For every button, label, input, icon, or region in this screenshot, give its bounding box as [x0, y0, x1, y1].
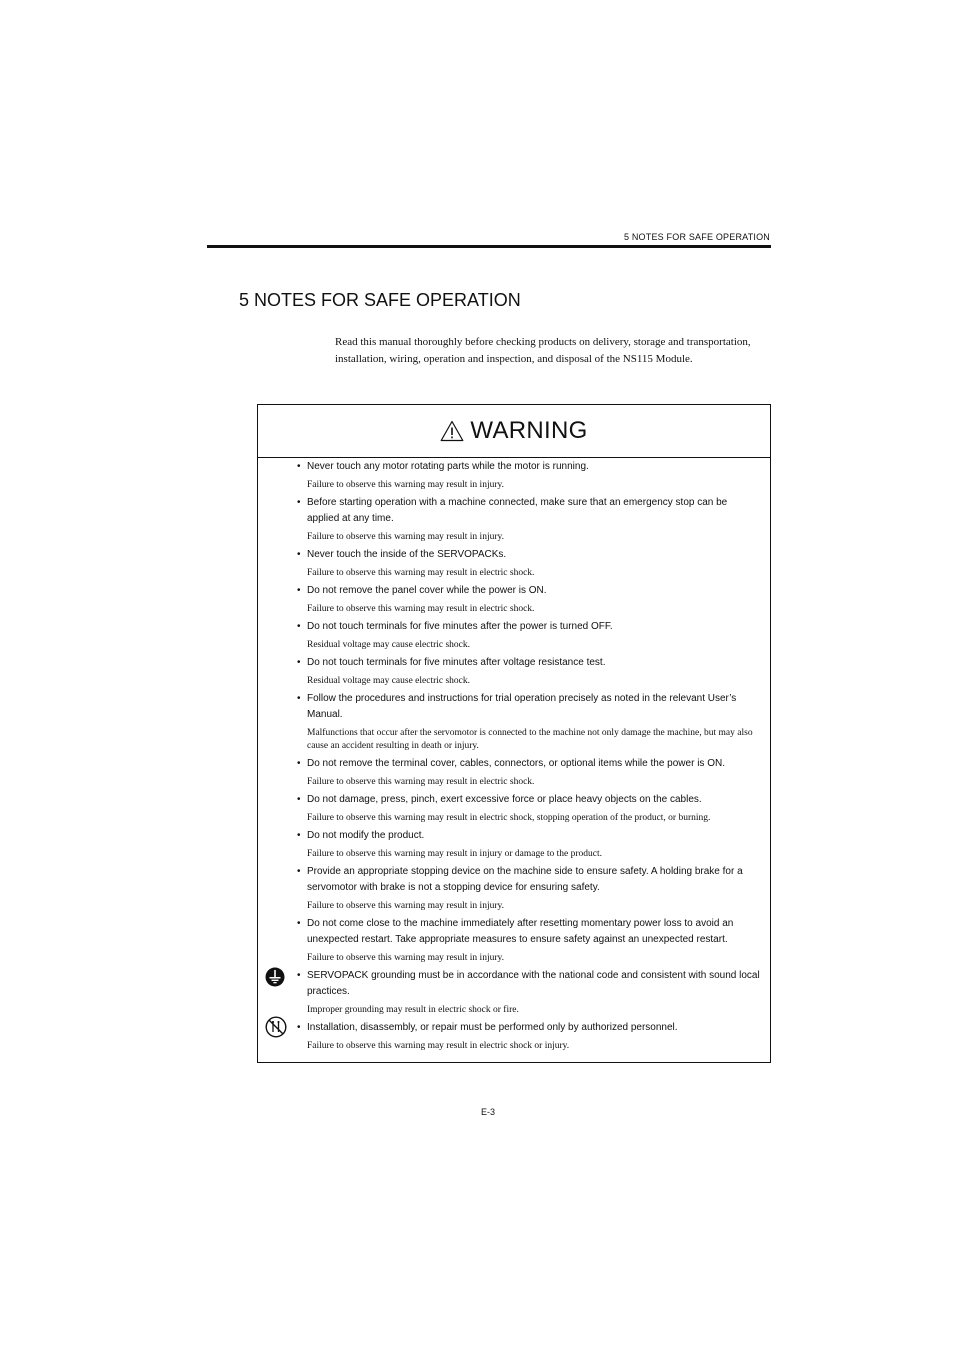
warning-consequence: Failure to observe this warning may result in electric shock. — [307, 777, 535, 787]
warning-text: SERVOPACK grounding must be in accordance with the national code and consistent with sound local practices. — [307, 970, 760, 997]
bullet: • — [297, 461, 301, 472]
warning-consequence: Failure to observe this warning may result in electric shock, stopping operation of the product, or burning. — [307, 813, 711, 823]
warning-text: Follow the procedures and instructions for trial operation precisely as noted in the relevant User’s Manual. — [307, 693, 737, 720]
warning-item — [297, 828, 760, 861]
warning-item — [297, 864, 760, 913]
warning-item — [297, 495, 760, 544]
bullet: • — [297, 970, 301, 981]
bullet: • — [297, 866, 301, 877]
warning-consequence: Residual voltage may cause electric shock. — [307, 640, 471, 650]
warning-text: Installation, disassembly, or repair must be performed only by authorized personnel. — [307, 1022, 678, 1033]
bullet: • — [297, 549, 301, 560]
warning-item — [297, 968, 760, 1017]
bullet: • — [297, 693, 301, 704]
warning-consequence: Failure to observe this warning may result in electric shock. — [307, 604, 535, 614]
warning-item — [297, 756, 760, 789]
warning-list — [258, 458, 770, 1053]
bullet: • — [297, 758, 301, 769]
warning-item — [297, 691, 760, 753]
warning-header — [258, 405, 770, 458]
warning-text: Before starting operation with a machine connected, make sure that an emergency stop can be applied at any time. — [307, 497, 728, 524]
bullet: • — [297, 497, 301, 508]
warning-text: Do not touch terminals for five minutes after voltage resistance test. — [307, 657, 606, 668]
warning-consequence: Failure to observe this warning may result in injury. — [307, 901, 504, 911]
warning-consequence: Failure to observe this warning may result in injury. — [307, 480, 504, 490]
warning-consequence: Failure to observe this warning may result in electric shock. — [307, 568, 535, 578]
warning-text: Provide an appropriate stopping device on the machine side to ensure safety. A holding brake for a servomotor with brake is not a stopping device for ensuring safety. — [307, 866, 743, 893]
warning-item — [297, 1020, 760, 1053]
warning-text: Do not remove the terminal cover, cables, connectors, or optional items while the power is ON. — [307, 758, 725, 769]
warning-triangle-icon — [440, 420, 464, 442]
warning-item — [297, 619, 760, 652]
ground-icon — [265, 967, 285, 987]
bullet: • — [297, 918, 301, 929]
warning-consequence: Improper grounding may result in electric shock or fire. — [307, 1005, 519, 1015]
page-number: E-3 — [480, 1107, 495, 1117]
warning-consequence: Failure to observe this warning may result in electric shock or injury. — [307, 1041, 570, 1051]
header-rule — [207, 245, 771, 248]
warning-text: Never touch any motor rotating parts while the motor is running. — [307, 461, 589, 472]
warning-text: Do not come close to the machine immediately after resetting momentary power loss to avoid an unexpected restart. Take appropriate measures to ensure safety against an unexpected restart. — [307, 918, 734, 945]
warning-item — [297, 583, 760, 616]
bullet: • — [297, 830, 301, 841]
bullet: • — [297, 1022, 301, 1033]
warning-title: WARNING — [470, 417, 588, 444]
warning-box — [257, 404, 771, 1063]
warning-consequence: Failure to observe this warning may result in injury. — [307, 532, 504, 542]
no-disassembly-icon — [265, 1016, 287, 1038]
warning-text: Do not modify the product. — [307, 830, 425, 841]
warning-item — [297, 916, 760, 965]
warning-consequence: Failure to observe this warning may result in injury or damage to the product. — [307, 849, 602, 859]
warning-item — [297, 792, 760, 825]
warning-text: Do not touch terminals for five minutes after the power is turned OFF. — [307, 621, 613, 632]
section-title: 5 NOTES FOR SAFE OPERATION — [239, 290, 521, 310]
bullet: • — [297, 621, 301, 632]
warning-item — [297, 547, 760, 580]
warning-item — [297, 655, 760, 688]
warning-text: Do not remove the panel cover while the power is ON. — [307, 585, 547, 596]
warning-item — [297, 459, 760, 492]
warning-text: Never touch the inside of the SERVOPACKs. — [307, 549, 507, 560]
intro-paragraph — [335, 334, 771, 368]
warning-consequence: Failure to observe this warning may result in injury. — [307, 953, 504, 963]
bullet: • — [297, 657, 301, 668]
warning-text: Do not damage, press, pinch, exert excessive force or place heavy objects on the cables. — [307, 794, 702, 805]
intro-text: Read this manual thoroughly before checking products on delivery, storage and transportation, installation, wiring, operation and inspection, and disposal of the NS115 Module. — [335, 336, 751, 365]
warning-consequence: Malfunctions that occur after the servomotor is connected to the machine not only damage the machine, but may also cause an accident resulting in death or injury. — [307, 728, 753, 751]
bullet: • — [297, 585, 301, 596]
bullet: • — [297, 794, 301, 805]
running-head: 5 NOTES FOR SAFE OPERATION — [623, 232, 770, 242]
warning-consequence: Residual voltage may cause electric shock. — [307, 676, 471, 686]
